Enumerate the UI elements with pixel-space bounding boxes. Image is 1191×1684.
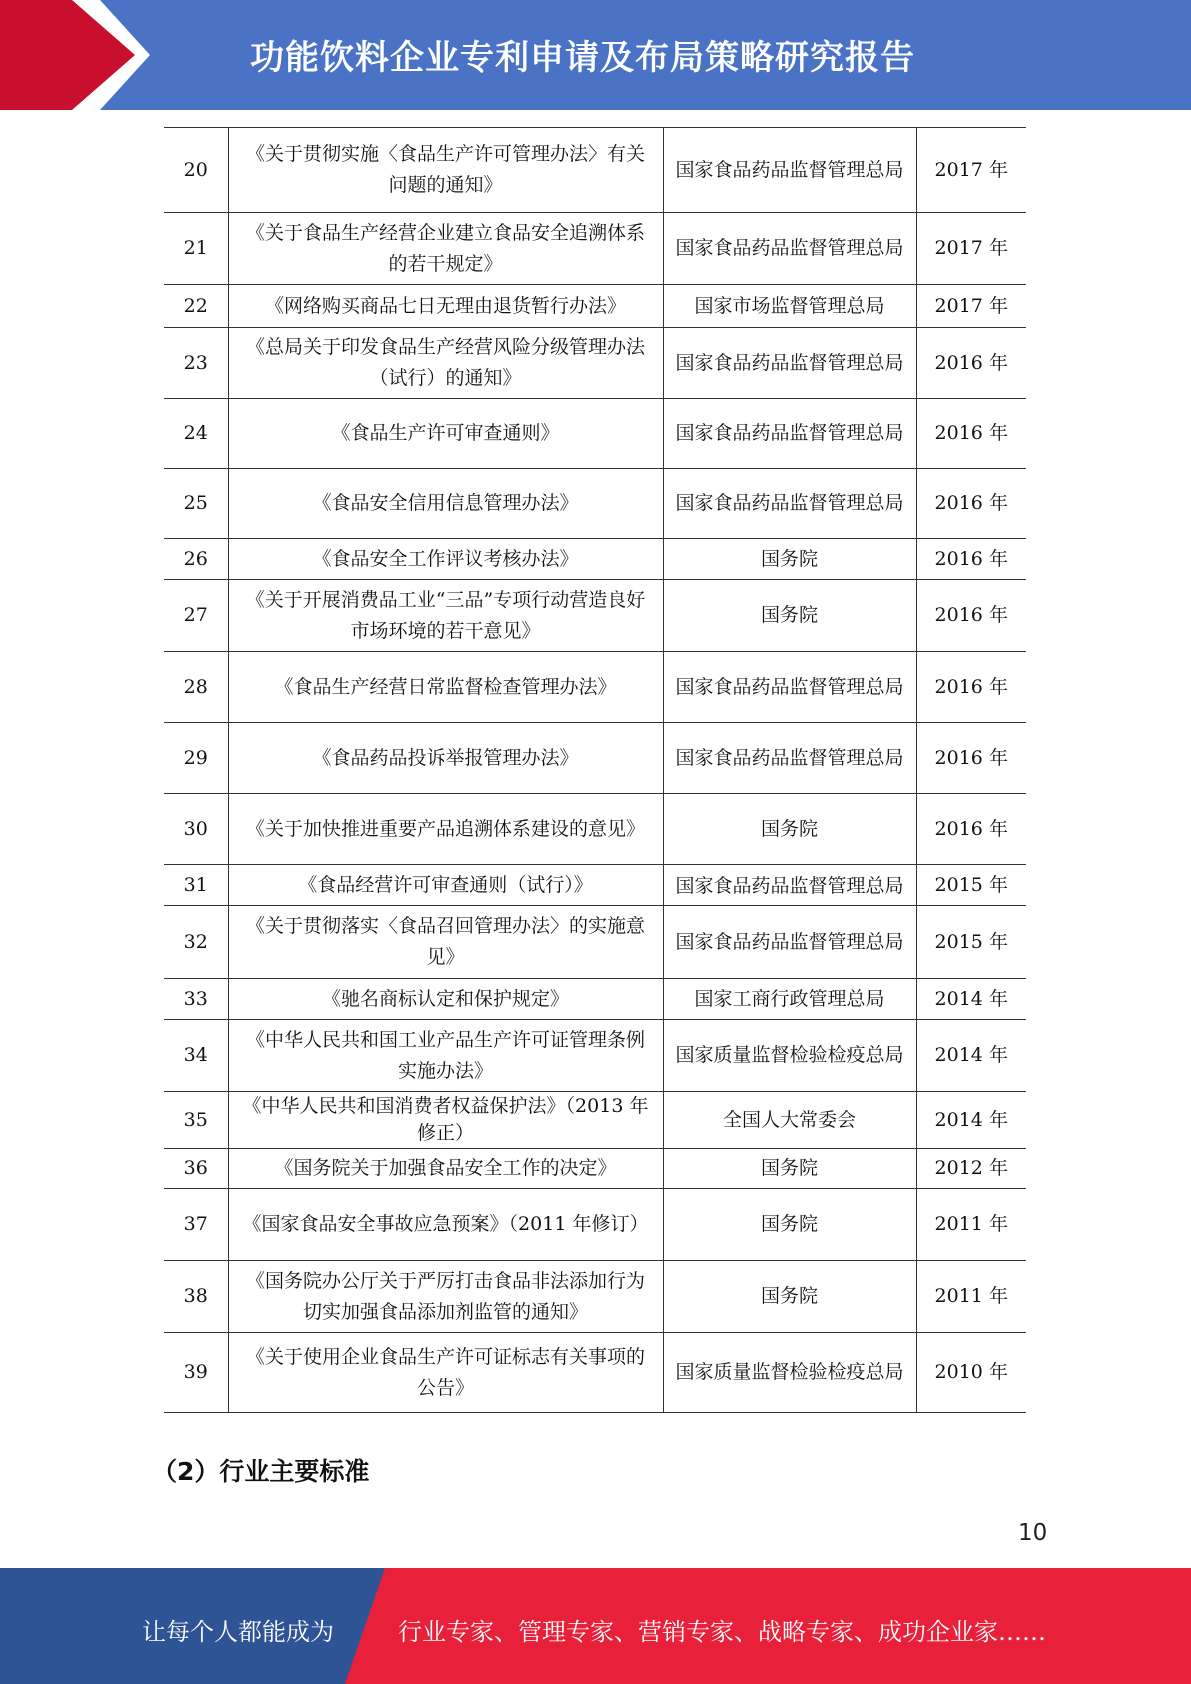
row-number: 23	[164, 328, 228, 399]
issue-year: 2016 年	[916, 580, 1026, 652]
issuing-authority: 国家质量监督检验检疫总局	[663, 1020, 916, 1092]
regulation-name: 《国家食品安全事故应急预案》（2011 年修订）	[228, 1189, 663, 1261]
regulation-name: 《食品生产经营日常监督检查管理办法》	[228, 652, 663, 723]
row-number: 29	[164, 723, 228, 794]
row-number: 30	[164, 794, 228, 865]
table-row	[164, 539, 1026, 580]
issuing-authority: 国家工商行政管理总局	[663, 979, 916, 1020]
row-number: 37	[164, 1189, 228, 1261]
issuing-authority: 国家食品药品监督管理总局	[675, 875, 904, 897]
regulation-name: 《总局关于印发食品生产经营风险分级管理办法（试行）的通知》	[228, 328, 663, 399]
issue-year: 2011 年	[916, 1189, 1026, 1261]
issuing-authority: 国务院	[663, 794, 916, 865]
table-row	[164, 865, 1026, 906]
row-number: 35	[164, 1092, 228, 1149]
table-row	[164, 794, 1026, 865]
issue-year: 2016 年	[916, 399, 1026, 469]
row-number: 38	[164, 1261, 228, 1333]
table-row	[164, 469, 1026, 539]
page-footer	[0, 1568, 1191, 1684]
regulation-name: 《食品经营许可审查通则（试行）》	[228, 865, 663, 906]
issue-year: 2015 年	[916, 906, 1026, 979]
table-row	[164, 723, 1026, 794]
issue-year: 2014 年	[916, 1092, 1026, 1149]
regulation-name: 《关于使用企业食品生产许可证标志有关事项的公告》	[228, 1333, 663, 1413]
regulation-name: 《中华人民共和国消费者权益保护法》（2013 年修正）	[228, 1092, 663, 1149]
row-number: 26	[164, 539, 228, 580]
row-number: 21	[164, 213, 228, 285]
issue-year: 2014 年	[916, 979, 1026, 1020]
regulation-name: 《食品生产许可审查通则》	[228, 399, 663, 469]
regulation-name: 《国务院关于加强食品安全工作的决定》	[228, 1149, 663, 1189]
table-row	[164, 1149, 1026, 1189]
issuing-authority: 国务院	[663, 539, 916, 580]
regulation-name: 《国务院办公厅关于严厉打击食品非法添加行为切实加强食品添加剂监管的通知》	[228, 1261, 663, 1333]
row-number: 28	[164, 652, 228, 723]
regulation-name: 《驰名商标认定和保护规定》	[228, 979, 663, 1020]
table-row	[164, 652, 1026, 723]
row-number: 25	[164, 469, 228, 539]
row-number: 27	[164, 580, 228, 652]
issue-year: 2017 年	[916, 128, 1026, 213]
row-number: 24	[164, 399, 228, 469]
issuing-authority: 全国人大常委会	[663, 1092, 916, 1149]
row-number: 33	[164, 979, 228, 1020]
row-number: 36	[164, 1149, 228, 1189]
issue-year: 2016 年	[916, 539, 1026, 580]
table-row	[164, 1333, 1026, 1413]
regulation-name: 《网络购买商品七日无理由退货暂行办法》	[228, 285, 663, 328]
issuing-authority: 国家食品药品监督管理总局	[663, 128, 916, 213]
table-row	[164, 1020, 1026, 1092]
issuing-authority: 国家食品药品监督管理总局	[663, 652, 916, 723]
issue-year: 2017 年	[916, 213, 1026, 285]
issuing-authority: 国家食品药品监督管理总局	[663, 328, 916, 399]
section-heading: （2）行业主要标准	[152, 1457, 370, 1486]
row-number: 39	[164, 1333, 228, 1413]
table-row	[164, 399, 1026, 469]
issue-year: 2017 年	[916, 285, 1026, 328]
issue-year: 2016 年	[916, 469, 1026, 539]
issuing-authority: 国家市场监督管理总局	[663, 285, 916, 328]
issue-year: 2014 年	[916, 1020, 1026, 1092]
issue-year: 2012 年	[916, 1149, 1026, 1189]
issuing-authority: 国家食品药品监督管理总局	[663, 213, 916, 285]
row-number: 32	[164, 906, 228, 979]
regulation-name: 《食品药品投诉举报管理办法》	[228, 723, 663, 794]
row-number: 20	[164, 128, 228, 213]
issuing-authority: 国家食品药品监督管理总局	[663, 723, 916, 794]
issuing-authority: 国家食品药品监督管理总局	[663, 469, 916, 539]
table-row	[164, 213, 1026, 285]
issue-year: 2016 年	[916, 652, 1026, 723]
regulation-name: 《关于开展消费品工业“三品”专项行动营造良好市场环境的若干意见》	[228, 580, 663, 652]
regulations-table	[164, 127, 1026, 1413]
issuing-authority: 国务院	[663, 580, 916, 652]
table-row	[164, 979, 1026, 1020]
issuing-authority: 国务院	[663, 1261, 916, 1333]
row-number: 22	[164, 285, 228, 328]
issue-year: 2016 年	[916, 794, 1026, 865]
page-number: 10	[1018, 1520, 1048, 1546]
regulation-name: 《食品安全工作评议考核办法》	[228, 539, 663, 580]
regulation-name: 《关于食品生产经营企业建立食品安全追溯体系的若干规定》	[228, 213, 663, 285]
regulation-name: 《关于贯彻实施〈食品生产许可管理办法〉有关问题的通知》	[228, 128, 663, 213]
table-row	[164, 580, 1026, 652]
issue-year: 2015 年	[916, 865, 1026, 906]
issuing-authority: 国家质量监督检验检疫总局	[663, 1333, 916, 1413]
issuing-authority: 国家食品药品监督管理总局	[663, 906, 916, 979]
table-row	[164, 1261, 1026, 1333]
page-header	[0, 0, 1191, 110]
issuing-authority: 国家食品药品监督管理总局	[663, 399, 916, 469]
issue-year: 2016 年	[916, 723, 1026, 794]
table-row	[164, 906, 1026, 979]
issue-year: 2011 年	[916, 1261, 1026, 1333]
regulation-name: 《食品安全信用信息管理办法》	[228, 469, 663, 539]
regulation-name: 《中华人民共和国工业产品生产许可证管理条例实施办法》	[228, 1020, 663, 1092]
issuing-authority: 国务院	[663, 1189, 916, 1261]
issue-year: 2016 年	[916, 328, 1026, 399]
regulation-name: 《关于贯彻落实〈食品召回管理办法〉的实施意见》	[228, 906, 663, 979]
table-row	[164, 1092, 1026, 1149]
table-row	[164, 328, 1026, 399]
table-row	[164, 1189, 1026, 1261]
header-title: 功能饮料企业专利申请及布局策略研究报告	[250, 38, 915, 78]
table-row	[164, 285, 1026, 328]
table-row	[164, 128, 1026, 213]
regulation-name: 《关于加快推进重要产品追溯体系建设的意见》	[228, 794, 663, 865]
footer-slogan-left: 让每个人都能成为	[142, 1618, 334, 1646]
row-number: 31	[164, 865, 228, 906]
issuing-authority: 国务院	[663, 1149, 916, 1189]
footer-slogan-right: 行业专家、管理专家、营销专家、战略专家、成功企业家……	[398, 1618, 1046, 1646]
issue-year: 2010 年	[916, 1333, 1026, 1413]
row-number: 34	[164, 1020, 228, 1092]
